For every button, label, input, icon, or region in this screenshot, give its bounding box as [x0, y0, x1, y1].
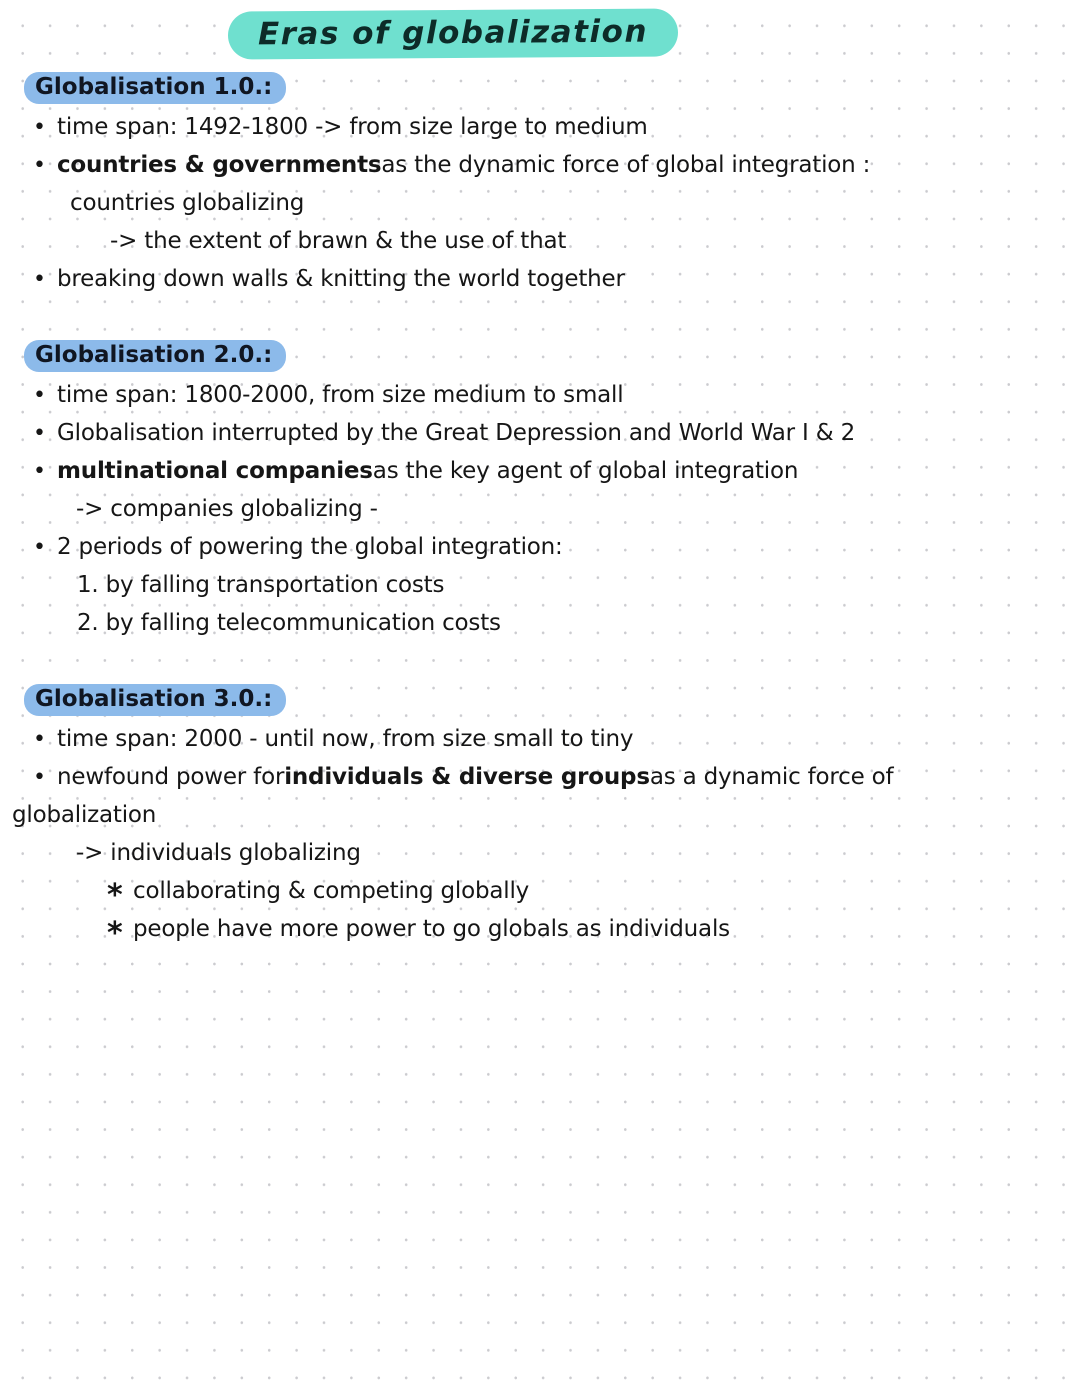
line-text: countries & governments: [57, 152, 382, 178]
bullet-icon: •: [33, 726, 46, 752]
note-line: [0, 452, 1080, 490]
bullet-icon: •: [33, 458, 46, 484]
section-lines: [0, 108, 1080, 298]
note-line: [0, 376, 1080, 414]
section-globalisation-1: [0, 72, 1080, 298]
note-line: [0, 108, 1080, 146]
line-text: as the key agent of global integration: [372, 458, 799, 484]
section-globalisation-3: [0, 684, 1080, 951]
bullet-icon: •: [33, 534, 46, 560]
section-header-globalisation-2: Globalisation 2.0.:: [24, 340, 286, 372]
star-icon: *: [107, 878, 123, 913]
line-text: time span: 1492-1800 -> from size large to medium: [57, 114, 648, 140]
star-icon: *: [107, 916, 123, 951]
note-line: [0, 758, 1080, 796]
line-text: multinational companies: [57, 458, 373, 484]
line-text: Globalisation interrupted by the Great Depression and World War I & 2: [57, 420, 856, 446]
line-text: -> the extent of brawn & the use of that: [110, 228, 567, 254]
line-text: individuals & diverse groups: [284, 764, 650, 790]
line-text: people have more power to go globals as individuals: [133, 916, 730, 942]
bullet-icon: •: [33, 382, 46, 408]
bullet-icon: •: [33, 764, 46, 790]
note-line: [0, 872, 1080, 913]
note-line: [0, 720, 1080, 758]
note-line: [0, 146, 1080, 184]
line-text: 2. by falling telecommunication costs: [77, 610, 501, 636]
line-text: time span: 1800-2000, from size medium to small: [57, 382, 624, 408]
section-lines: [0, 720, 1080, 951]
line-text: countries globalizing: [70, 190, 305, 216]
note-line: [0, 566, 1080, 604]
line-text: collaborating & competing globally: [133, 878, 530, 904]
bullet-icon: •: [33, 152, 46, 178]
bullet-icon: •: [33, 420, 46, 446]
section-header-globalisation-1: Globalisation 1.0.:: [24, 72, 286, 104]
line-text: as the dynamic force of global integration :: [381, 152, 871, 178]
line-text: as a dynamic force of: [649, 764, 894, 790]
note-line: [0, 834, 1080, 872]
line-text: newfound power for: [57, 764, 285, 790]
note-line: [0, 604, 1080, 642]
section-lines: [0, 376, 1080, 642]
line-text: -> individuals globalizing: [76, 840, 361, 866]
note-line: [0, 490, 1080, 528]
note-line: [0, 184, 1080, 222]
note-line: [0, 222, 1080, 260]
line-text: globalization: [12, 802, 157, 828]
note-line: [0, 414, 1080, 452]
title-row: [228, 10, 1080, 62]
line-text: breaking down walls & knitting the world together: [57, 266, 625, 292]
line-text: 1. by falling transportation costs: [77, 572, 445, 598]
note-line: [0, 796, 1080, 834]
note-line: [0, 910, 1080, 951]
page-title: Eras of globalization: [257, 13, 649, 53]
note-line: [0, 260, 1080, 298]
bullet-icon: •: [33, 114, 46, 140]
section-header-globalisation-3: Globalisation 3.0.:: [24, 684, 286, 716]
note-line: [0, 528, 1080, 566]
line-text: 2 periods of powering the global integration:: [57, 534, 563, 560]
section-globalisation-2: [0, 340, 1080, 642]
bullet-icon: •: [33, 266, 46, 292]
line-text: time span: 2000 - until now, from size small to tiny: [57, 726, 634, 752]
title-highlight: [228, 8, 678, 59]
line-text: -> companies globalizing -: [76, 496, 378, 522]
